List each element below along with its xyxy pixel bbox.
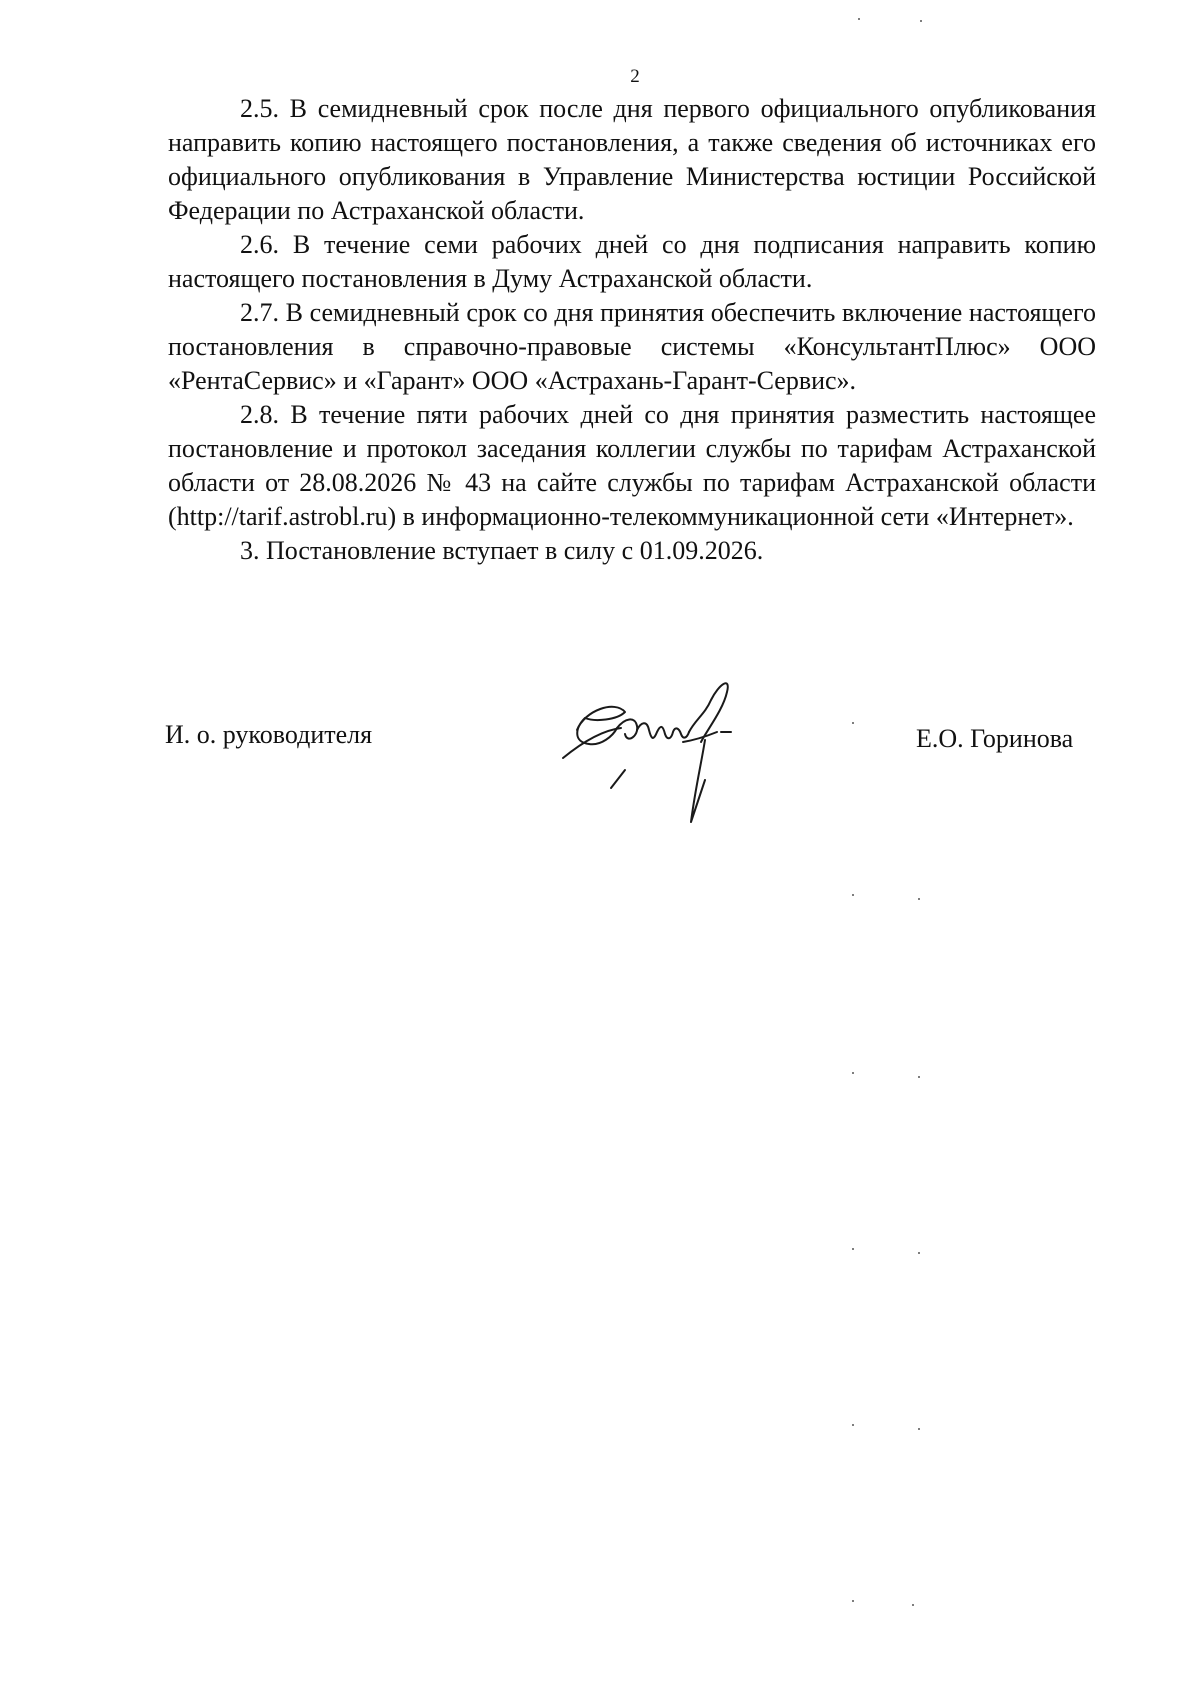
scan-artifact [918,1076,920,1078]
paragraph-2-8: 2.8. В течение пяти рабочих дней со дня принятия разместить настоящее постановление и протокол заседания коллегии службы по тарифам Астраханской области от 28.08.2026 № 43 на сайте службы по тарифам Астраханской области (http://tarif.astrobl.ru) в информационно-телекоммуникационной сети «Интернет». [168,400,1096,531]
signatory-position: И. о. руководителя [165,720,373,749]
signatory-name: Е.О. Горинова [916,724,1074,753]
paragraph-2-6: 2.6. В течение семи рабочих дней со дня подписания направить копию настоящего постановления в Думу Астраханской области. [168,230,1096,293]
scan-artifact [852,1424,854,1426]
scan-artifact [852,894,854,896]
scan-artifact [852,722,854,724]
scan-artifact [918,1428,920,1430]
scan-artifact [852,1600,854,1602]
scan-artifact [852,1072,854,1074]
scan-artifact [918,1252,920,1254]
scan-artifact [912,1604,914,1606]
paragraph-3: 3. Постановление вступает в силу с 01.09.2026. [240,536,764,565]
handwritten-signature [555,670,795,830]
page-number: 2 [630,66,640,87]
scan-artifact [852,1248,854,1250]
paragraph-2-5: 2.5. В семидневный срок после дня первого официального опубликования направить копию настоящего постановления, а также сведения об источниках его официального опубликования в Управление Министерства юстиции Российской Федерации по Астраханской области. [168,94,1096,225]
scan-artifact [920,20,922,22]
paragraph-2-7: 2.7. В семидневный срок со дня принятия обеспечить включение настоящего постановления в справочно-правовые системы «КонсультантПлюс» ООО «РентаСервис» и «Гарант» ООО «Астрахань-Гарант-Сервис». [168,298,1096,395]
scan-artifact [858,18,860,20]
scan-artifact [918,898,920,900]
